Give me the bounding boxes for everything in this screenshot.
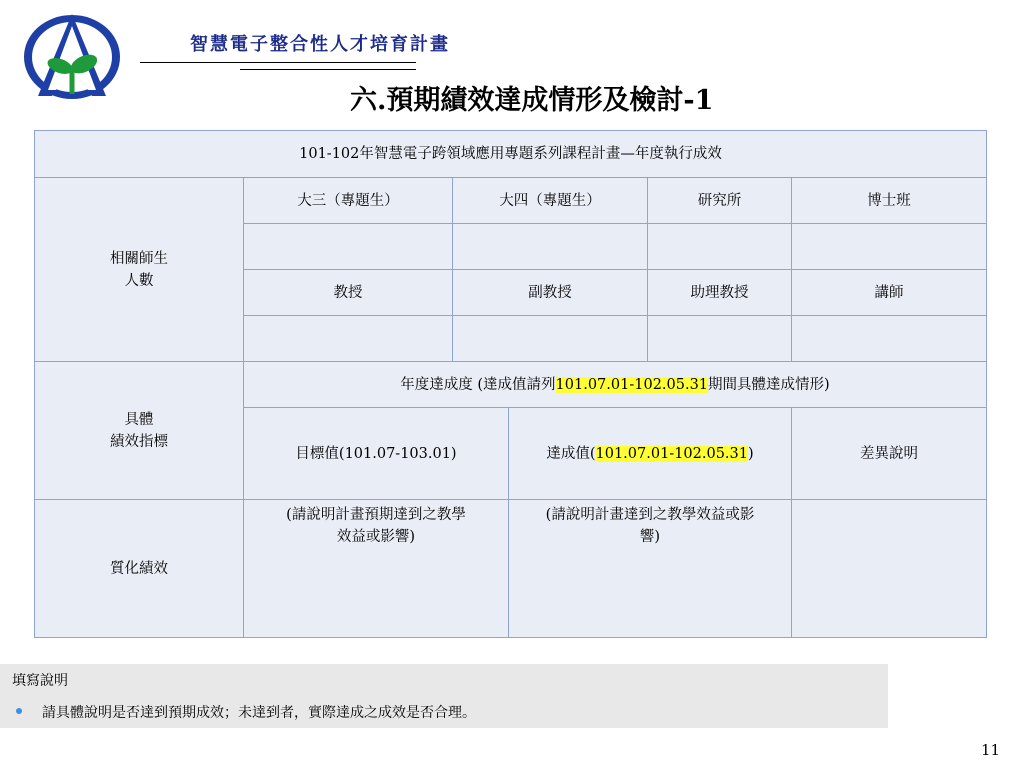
lecturer-count-cell[interactable] — [792, 316, 987, 362]
qualitative-achieved-cell[interactable] — [509, 500, 792, 638]
difference-explanation-header: 差異說明 — [792, 408, 987, 500]
associate-professor-count-cell[interactable] — [453, 316, 648, 362]
annual-achievement-header — [244, 362, 987, 408]
assistant-professor-count-cell[interactable] — [648, 316, 792, 362]
people-label-line2: 人數 — [124, 272, 154, 289]
qualitative-target-cell[interactable] — [244, 500, 509, 638]
achieved-value-header — [509, 408, 792, 500]
achieved-suffix: ) — [748, 445, 754, 462]
instructions-item: 請具體說明是否達到預期成效；未達到者，實際達成之成效是否合理。 — [42, 705, 476, 721]
qualitative-performance-label: 質化績效 — [35, 500, 244, 638]
annual-header-period: 101.07.01-102.05.31 — [555, 376, 709, 393]
perf-label-line2: 績效指標 — [110, 433, 168, 450]
performance-indicator-label — [35, 362, 244, 500]
perf-label-line1: 具體 — [124, 411, 154, 428]
table-title: 101-102年智慧電子跨領域應用專題系列課程計畫—年度執行成效 — [35, 131, 987, 178]
annual-header-suffix: 期間具體達成情形) — [708, 376, 830, 393]
header-senior-students: 大四（專題生） — [453, 178, 648, 224]
graduate-count-cell[interactable] — [648, 224, 792, 270]
header-assistant-professor: 助理教授 — [648, 270, 792, 316]
header-junior-students: 大三（專題生） — [244, 178, 453, 224]
target-value-header: 目標值(101.07-103.01) — [244, 408, 509, 500]
qual-target-line2: 效益或影響) — [336, 529, 416, 545]
program-name: 智慧電子整合性人才培育計畫 — [190, 34, 450, 55]
header-rule-short — [240, 69, 416, 70]
slide-title: 六.預期績效達成情形及檢討-1 — [350, 85, 714, 116]
instructions-box — [0, 664, 888, 728]
professor-count-cell[interactable] — [244, 316, 453, 362]
performance-table — [34, 130, 987, 638]
header-professor: 教授 — [244, 270, 453, 316]
header-lecturer: 講師 — [792, 270, 987, 316]
header-associate-professor: 副教授 — [453, 270, 648, 316]
qualitative-difference-cell[interactable] — [792, 500, 987, 638]
bullet-icon — [16, 708, 22, 714]
people-count-label — [35, 178, 244, 362]
annual-header-prefix: 年度達成度 (達成值請列 — [400, 376, 556, 393]
people-label-line1: 相關師生 — [110, 250, 168, 267]
page-number: 11 — [981, 741, 1001, 759]
achieved-prefix: 達成值( — [546, 445, 596, 462]
junior-students-count-cell[interactable] — [244, 224, 453, 270]
achieved-period: 101.07.01-102.05.31 — [595, 445, 748, 462]
qual-target-line1: (請說明計畫預期達到之教學 — [286, 507, 466, 523]
header-phd: 博士班 — [792, 178, 987, 224]
header-graduate: 研究所 — [648, 178, 792, 224]
instructions-title: 填寫說明 — [12, 673, 68, 689]
header-rule-long — [140, 62, 416, 63]
senior-students-count-cell[interactable] — [453, 224, 648, 270]
qual-achieved-line1: (請說明計畫達到之教學效益或影 — [545, 507, 755, 523]
phd-count-cell[interactable] — [792, 224, 987, 270]
program-logo — [22, 12, 122, 100]
qual-achieved-line2: 響) — [639, 529, 661, 545]
